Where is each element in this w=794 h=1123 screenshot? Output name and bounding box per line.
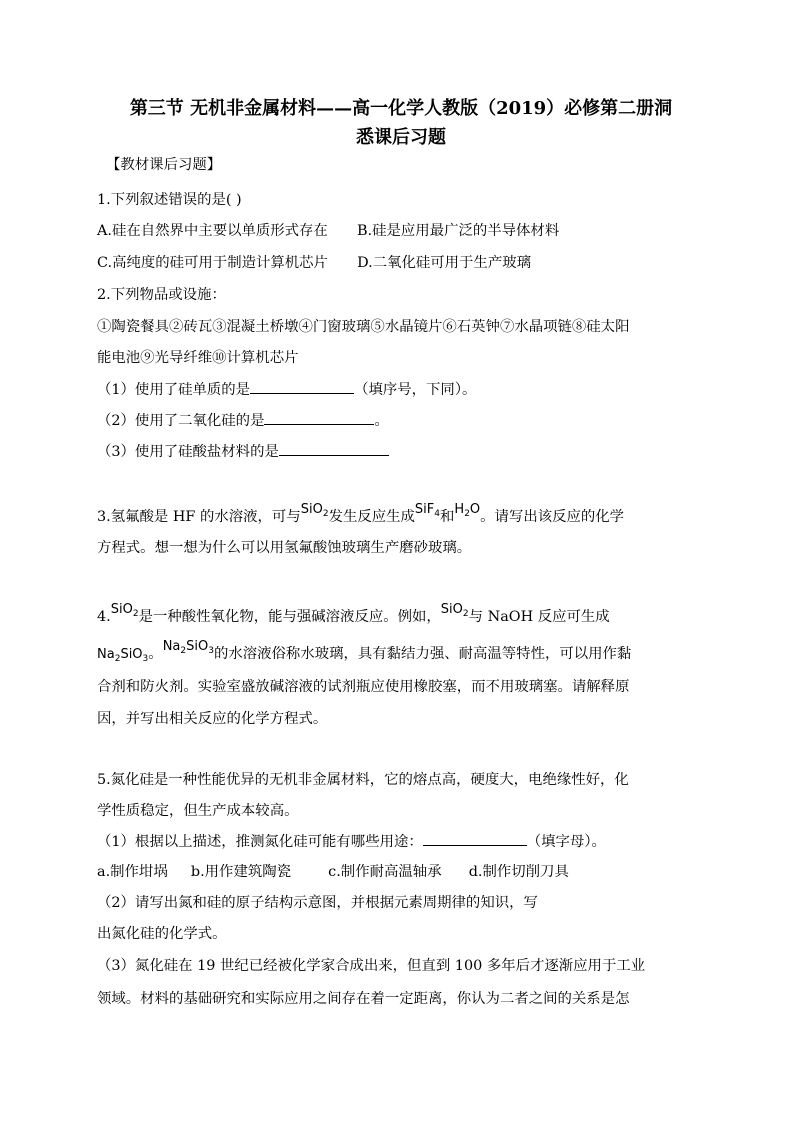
q4-text-3: 与 NaOH 反应可生成 <box>468 609 610 625</box>
q1-option-d: D.二氧化硅可用于生产玻璃 <box>357 255 531 271</box>
q2-s2-text: （2）使用了二氧化硅的是 <box>97 413 265 429</box>
q4-line-3: 合剂和防火剂。实验室盛放碱溶液的试剂瓶应使用橡胶塞，而不用玻璃塞。请解释原 <box>97 679 630 695</box>
q2-items-line-2: 能电池⑨光导纤维⑩计算机芯片 <box>97 350 299 366</box>
formula-part: Na <box>162 639 181 654</box>
document-title-line-1: 第三节 无机非金属材料——高一化学人教版（2019）必修第二册洞 <box>129 98 673 119</box>
q2-s1-text: （1）使用了硅单质的是 <box>97 382 251 398</box>
formula-subscript: 2 <box>462 609 469 619</box>
q3-text-4: 。请写出该反应的化学 <box>480 509 625 525</box>
q1-options-row-2 <box>97 253 531 273</box>
formula-subscript: 3 <box>208 646 214 656</box>
q1-option-b: B.硅是应用最广泛的半导体材料 <box>356 223 560 239</box>
formula-part: SiO <box>300 502 323 517</box>
answer-blank <box>264 410 374 425</box>
formula-subscript: 2 <box>322 509 329 519</box>
q5-subquestion-2-line-1: （2）请写出氮和硅的原子结构示意图，并根据元素周期律的知识，写 <box>97 895 538 911</box>
q2-subquestion-1 <box>97 379 476 400</box>
q5-option-b: b.用作建筑陶瓷 <box>190 864 292 880</box>
q2-subquestion-3 <box>97 441 389 462</box>
q3-text-2: 发生反应生成 <box>328 509 415 525</box>
formula-sif4 <box>415 502 440 517</box>
q4-text-1: 4. <box>97 609 111 625</box>
formula-subscript: 2 <box>132 609 139 619</box>
q4-text-4: 。 <box>148 646 163 662</box>
formula-na2sio3 <box>97 647 148 662</box>
q2-s3-text: （3）使用了硅酸盐材料的是 <box>97 444 279 460</box>
q5-subquestion-2-line-2: 出氮化硅的化学式。 <box>97 926 227 942</box>
formula-subscript: 2 <box>464 509 470 519</box>
formula-part: SiF <box>414 502 435 517</box>
q3-line-2: 方程式。想一想为什么可以用氢氟酸蚀玻璃生产磨砂玻璃。 <box>97 540 472 556</box>
answer-blank <box>250 379 354 394</box>
section-header: 【教材课后习题】 <box>106 157 222 173</box>
formula-part: H <box>454 502 465 517</box>
formula-part: Na <box>97 647 115 662</box>
q5-line-1: 5.氮化硅是一种性能优异的无机非金属材料，它的熔点高，硬度大，电绝缘性好，化 <box>97 772 629 788</box>
document-title-line-2: 悉课后习题 <box>356 127 446 148</box>
answer-blank <box>423 831 527 846</box>
q1-option-c: C.高纯度的硅可用于制造计算机芯片 <box>97 255 328 271</box>
formula-sio2 <box>301 502 329 517</box>
q4-text-5: 的水溶液俗称水玻璃，具有黏结力强、耐高温等特性，可以用作黏 <box>213 646 632 662</box>
q1-option-a: A.硅在自然界中主要以单质形式存在 <box>97 223 328 239</box>
q5-subquestion-3-line-1: （3）氮化硅在 19 世纪已经被化学家合成出来，但直到 100 多年后才逐渐应用于工业 <box>97 958 646 974</box>
formula-sio2 <box>111 602 139 617</box>
q5-s1-text: （1）根据以上描述，推测氮化硅可能有哪些用途： <box>97 834 423 850</box>
q3-line-1 <box>97 502 625 532</box>
q2-stem: 2.下列物品或设施： <box>97 287 226 303</box>
formula-sio2 <box>441 602 469 617</box>
q5-option-a: a.制作坩埚 <box>97 864 168 880</box>
formula-part: O <box>469 502 481 517</box>
q2-items-line-1: ①陶瓷餐具②砖瓦③混凝土桥墩④门窗玻璃⑤水晶镜片⑥石英钟⑦水晶项链⑧硅太阳 <box>97 319 630 335</box>
q1-options-row-1 <box>97 221 559 241</box>
formula-subscript: 2 <box>114 654 121 664</box>
answer-blank <box>279 441 389 456</box>
q5-s1-suffix: （填字母）。 <box>526 834 606 850</box>
formula-part: SiO <box>120 647 143 662</box>
q5-line-2: 学性质稳定，但生产成本较高。 <box>97 803 299 819</box>
q5-subquestion-3-line-2: 领域。材料的基础研究和实际应用之间存在着一定距离，你认为二者之间的关系是怎 <box>97 991 630 1007</box>
formula-subscript: 2 <box>180 646 187 656</box>
q3-text-1: 3.氢氟酸是 HF 的水溶液，可与 <box>97 509 301 525</box>
formula-na2sio3 <box>163 639 214 654</box>
formula-part: SiO <box>186 639 209 654</box>
formula-subscript: 3 <box>142 654 149 664</box>
formula-part: SiO <box>110 602 133 617</box>
q4-line-2 <box>97 639 632 669</box>
q5-option-d: d.制作切削刀具 <box>468 864 569 880</box>
q2-s1-suffix: （填序号，下同）。 <box>354 382 477 398</box>
q5-subquestion-1 <box>97 831 606 852</box>
formula-subscript: 4 <box>434 509 440 519</box>
q4-line-1 <box>97 602 610 632</box>
q3-text-3: 和 <box>440 509 455 525</box>
formula-part: SiO <box>440 602 463 617</box>
q2-subquestion-2 <box>97 410 389 431</box>
q4-line-4: 因，并写出相关反应的化学方程式。 <box>97 711 328 727</box>
q1-stem: 1.下列叙述错误的是( ) <box>97 192 242 208</box>
formula-h2o <box>454 502 480 517</box>
q2-s2-suffix: 。 <box>374 413 389 429</box>
q5-options <box>97 862 569 882</box>
q4-text-2: 是一种酸性氧化物，能与强碱溶液反应。例如， <box>138 609 441 625</box>
q5-option-c: c.制作耐高温轴承 <box>328 864 442 880</box>
